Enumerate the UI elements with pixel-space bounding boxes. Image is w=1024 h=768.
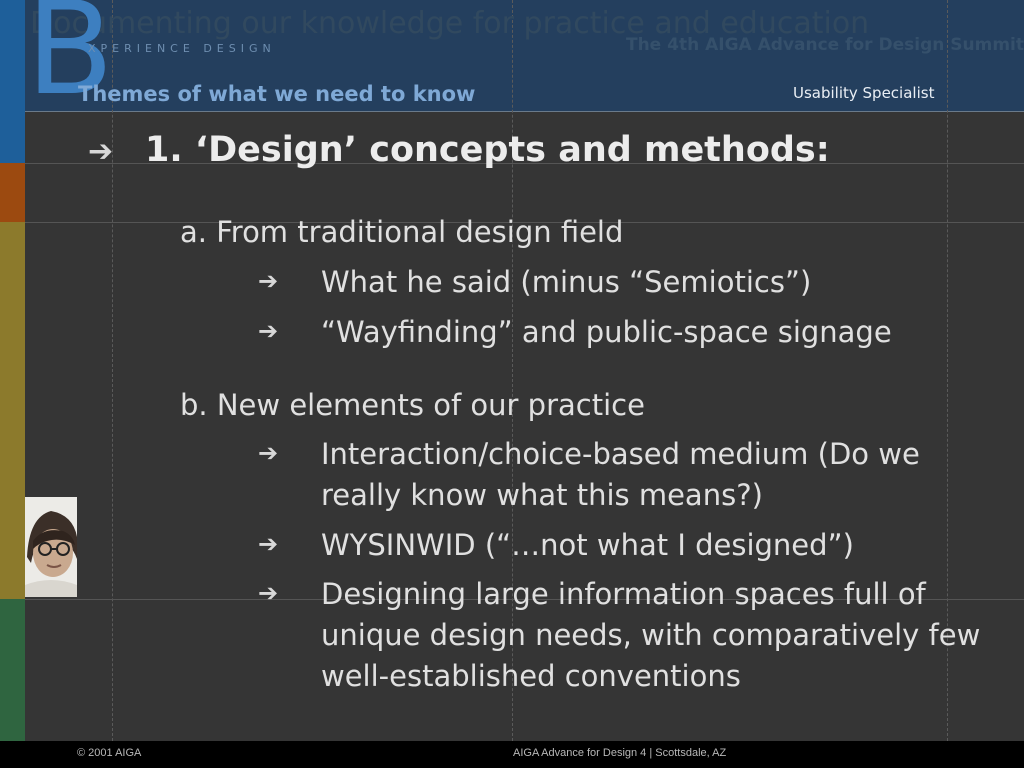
arrow-right-icon: ➔ — [258, 530, 279, 558]
main-heading: 1. ‘Design’ concepts and methods: — [145, 130, 830, 170]
footer-bar — [0, 741, 1024, 768]
slide-title: Themes of what we need to know — [78, 82, 476, 106]
copyright-text: © 2001 AIGA — [77, 747, 142, 759]
list-item: Interaction/choice-based medium (Do we really know what this means?) — [321, 437, 920, 512]
arrow-right-icon: ➔ — [258, 317, 279, 345]
side-strip-orange — [0, 163, 25, 222]
list-item: What he said (minus “Semiotics”) — [321, 265, 812, 299]
arrow-right-icon: ➔ — [258, 579, 279, 607]
list-item: Designing large information spaces full of unique design needs, with comparatively few well-established conventions — [321, 577, 981, 693]
arrow-right-icon: ➔ — [258, 267, 279, 295]
arrow-right-icon: ➔ — [88, 134, 114, 169]
side-strip-blue — [0, 0, 25, 163]
arrow-right-icon: ➔ — [258, 439, 279, 467]
side-strip-green — [0, 599, 25, 741]
logo-letter: B — [26, 0, 114, 124]
list-item: “Wayfinding” and public-space signage — [321, 315, 892, 349]
section-b-label: b. New elements of our practice — [180, 388, 645, 422]
event-text: AIGA Advance for Design 4 | Scottsdale, AZ — [513, 747, 727, 759]
speaker-role: Usability Specialist — [793, 84, 935, 102]
list-item: WYSINWID (“…not what I designed”) — [321, 528, 854, 562]
speaker-photo — [25, 497, 77, 597]
side-strip-olive — [0, 222, 25, 599]
background-title: Documenting our knowledge for practice and education — [30, 6, 870, 41]
summit-name: The 4th AIGA Advance for Design Summit — [625, 35, 1024, 55]
logo-subtitle: XPERIENCE DESIGN — [88, 42, 276, 55]
section-a-label: a. From traditional design field — [180, 215, 624, 249]
